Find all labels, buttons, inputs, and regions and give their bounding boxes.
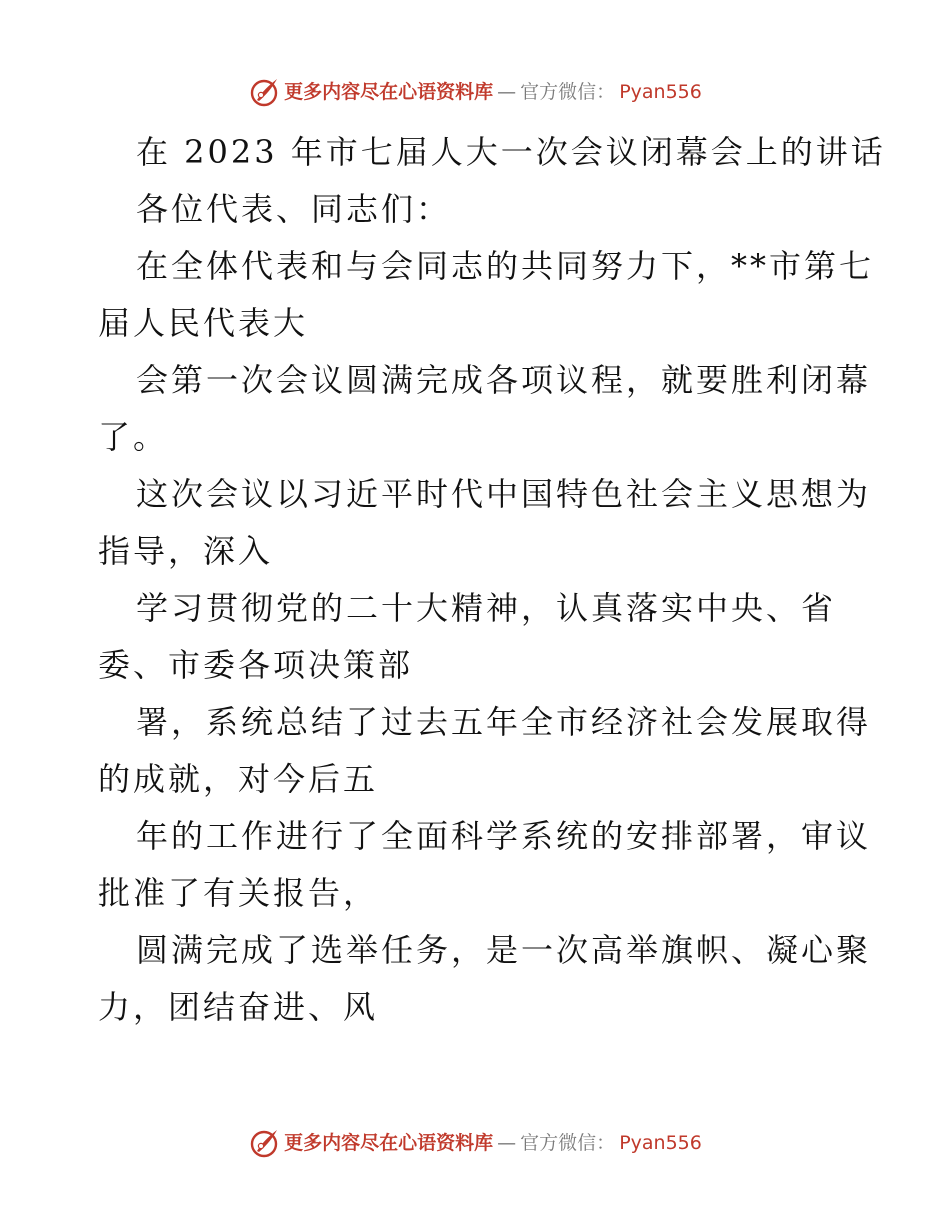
quill-pen-logo-icon [248,76,280,108]
watermark-main-text: 更多内容尽在心语资料库 [284,81,494,103]
text-line: 在全体代表和与会同志的共同努力下，**市第七 [136,247,875,285]
text-line: 各位代表、同志们： [136,190,452,228]
header-watermark [0,76,950,108]
quill-pen-logo-icon [248,1127,280,1159]
watermark-separator: — [497,81,517,103]
text-line: 在 2023 年市七届人大一次会议闭幕会上的讲话 [136,133,886,171]
watermark-contact-label: 官方微信： [520,1132,616,1154]
text-line: 委、市委各项决策部 [98,646,414,684]
text-line: 力，团结奋进、风 [98,988,379,1026]
text-line: 批准了有关报告， [98,874,379,912]
text-line: 年的工作进行了全面科学系统的安排部署，审议 [136,817,872,855]
document-body [98,124,886,1036]
watermark-separator: — [497,1132,517,1154]
text-line: 圆满完成了选举任务，是一次高举旗帜、凝心聚 [136,931,872,969]
watermark-main-text: 更多内容尽在心语资料库 [284,1132,494,1154]
text-line: 的成就，对今后五 [98,760,379,798]
text-line: 届人民代表大 [98,304,309,342]
text-line: 了。 [98,418,169,456]
text-line: 学习贯彻党的二十大精神，认真落实中央、省 [136,589,837,627]
footer-watermark [0,1127,950,1159]
watermark-contact-label: 官方微信： [520,81,616,103]
text-line: 署，系统总结了过去五年全市经济社会发展取得 [136,703,872,741]
text-line: 会第一次会议圆满完成各项议程，就要胜利闭幕 [136,361,872,399]
text-line: 这次会议以习近平时代中国特色社会主义思想为 [136,475,872,513]
watermark-id: Pyan556 [619,81,702,103]
watermark-id: Pyan556 [619,1132,702,1154]
text-line: 指导，深入 [98,532,274,570]
